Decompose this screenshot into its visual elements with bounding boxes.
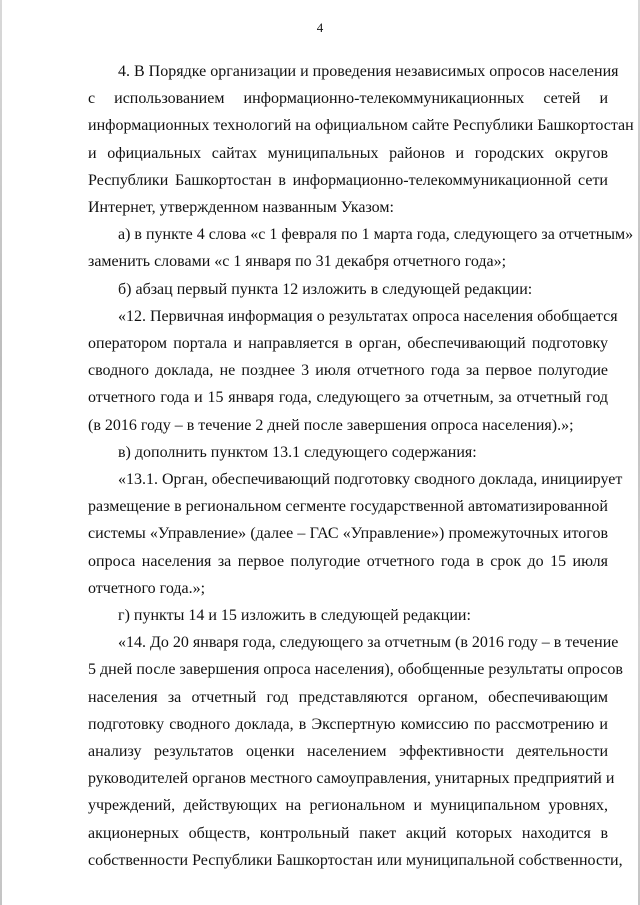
- text-line: учреждений, действующих на региональном и муниципальном уровнях,: [88, 797, 608, 815]
- page-number: 4: [316, 20, 324, 35]
- text-line: б) абзац первый пункта 12 изложить в следующей редакции:: [118, 280, 533, 298]
- text-line: отчетного года.»;: [88, 579, 206, 597]
- text-line: (в 2016 году – в течение 2 дней после завершения опроса населения).»;: [88, 416, 574, 434]
- text-line: «14. До 20 января года, следующего за отчетным (в 2016 году – в течение: [118, 634, 619, 652]
- text-line: Республики Башкортостан в информационно-телекоммуникационной сети: [88, 171, 608, 189]
- text-line: размещение в региональном сегменте государственной автоматизированной: [88, 498, 608, 516]
- text-line: 5 дней после завершения опроса населения), обобщенные результаты опросов: [88, 661, 623, 679]
- text-line: собственности Республики Башкортостан или муниципальной собственности,: [88, 851, 623, 869]
- text-line: г) пункты 14 и 15 изложить в следующей редакции:: [118, 607, 471, 624]
- text-line: в) дополнить пунктом 13.1 следующего содержания:: [118, 443, 477, 461]
- text-line: 4. В Порядке организации и проведения независимых опросов населения: [118, 63, 619, 80]
- text-line: населения за отчетный год представляются органом, обеспечивающим: [88, 688, 608, 706]
- text-line: оператором портала и направляется в орган, обеспечивающий подготовку: [88, 335, 608, 352]
- text-line: а) в пункте 4 слова «с 1 февраля по 1 марта года, следующего за отчетным»: [118, 226, 634, 244]
- text-line: заменить словами «с 1 января по 31 декабря отчетного года»;: [88, 253, 507, 271]
- text-line: «13.1. Орган, обеспечивающий подготовку сводного доклада, инициирует: [118, 471, 623, 488]
- text-line: отчетного года и 15 января года, следующего за отчетным, за отчетный год: [88, 389, 608, 407]
- text-line: сводного доклада, не позднее 3 июля отчетного года за первое полугодие: [88, 362, 608, 380]
- text-line: системы «Управление» (далее – ГАС «Управление») промежуточных итогов: [88, 525, 608, 543]
- text-line: руководителей органов местного самоуправления, унитарных предприятий и: [88, 770, 615, 788]
- text-line: и официальных сайтах муниципальных районов и городских округов: [88, 144, 608, 162]
- text-line: анализу результатов оценки населением эффективности деятельности: [88, 743, 608, 760]
- text-line: информационных технологий на официальном сайте Республики Башкортостан: [88, 117, 634, 135]
- text-line: акционерных обществ, контрольный пакет акций которых находится в: [88, 824, 608, 842]
- text-line: с использованием информационно-телекоммуникационных сетей и: [88, 90, 608, 108]
- text-line: Интернет, утвержденном названным Указом:: [88, 199, 394, 216]
- text-line: «12. Первичная информация о результатах опроса населения обобщается: [118, 307, 618, 325]
- scan-edge-left: [0, 0, 2, 905]
- text-line: подготовку сводного доклада, в Экспертную комиссию по рассмотрению и: [88, 715, 608, 733]
- text-line: опроса населения за первое полугодие отчетного года в срок до 15 июля: [88, 552, 608, 570]
